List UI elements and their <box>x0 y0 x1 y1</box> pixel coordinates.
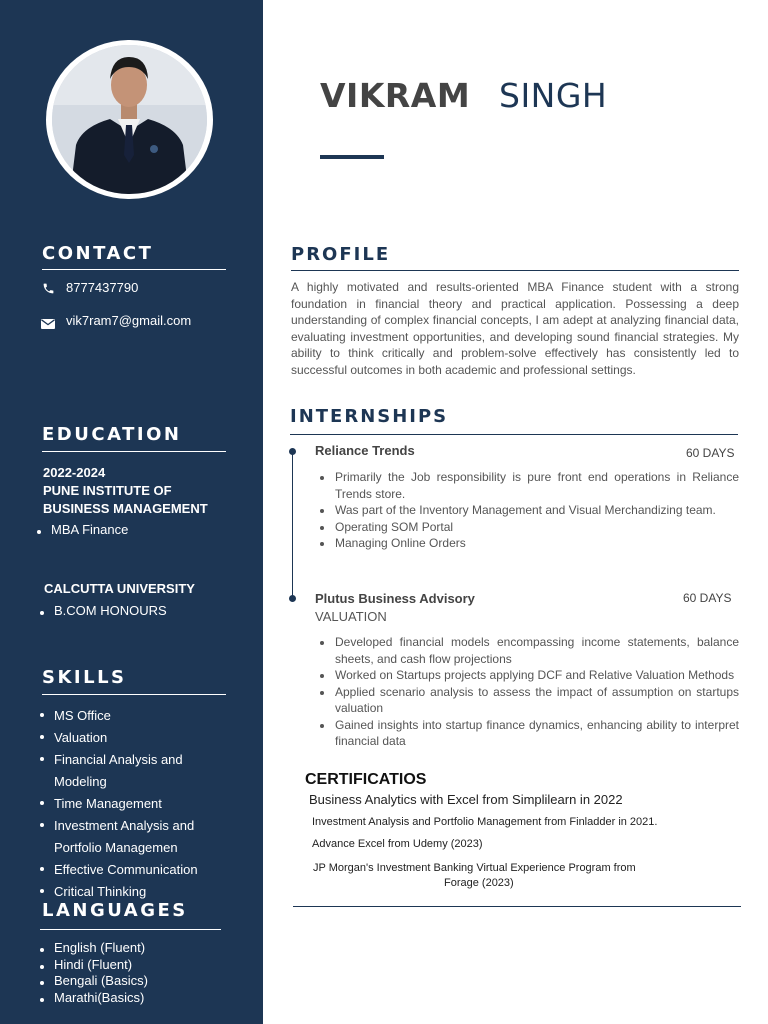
certifications-divider <box>293 906 741 907</box>
skill-item: Time Management <box>40 793 198 815</box>
duty-item: Gained insights into startup finance dynamics, enhancing ability to interpret financial data <box>315 717 739 750</box>
duty-item: Worked on Startups projects applying DCF and Relative Valuation Methods <box>315 667 739 684</box>
duty-item: Was part of the Inventory Management and Visual Merchandizing team. <box>315 502 739 519</box>
skill-item-continued: Modeling <box>54 774 107 789</box>
internship-role: VALUATION <box>315 609 387 624</box>
profile-summary: A highly motivated and results-oriented MBA Finance student with a strong foundation in financial theory and practical application. Possessing a deep understanding of complex financial concepts, I am adept at analyzing financial data, evaluating investment opportunities, and developing sound financial strategies. My ability to think critically and problem-solve effectively has consistently led to successful outcomes in both academic and professional settings. <box>291 280 739 377</box>
internship-duties <box>315 634 739 750</box>
internship-duties <box>315 469 739 552</box>
skills-list <box>40 705 198 903</box>
name-last: SINGH <box>499 76 608 115</box>
name-accent-bar <box>320 155 384 159</box>
education-school: BUSINESS MANAGEMENT <box>43 501 208 516</box>
skill-item-continued: Portfolio Managemen <box>54 840 178 855</box>
skill-item: Financial Analysis and <box>40 749 198 771</box>
skill-item: Investment Analysis and <box>40 815 198 837</box>
language-item: Hindi (Fluent) <box>40 957 148 974</box>
languages-divider <box>40 929 221 930</box>
skills-divider <box>42 694 226 695</box>
internship-duration: 60 DAYS <box>686 446 735 460</box>
skill-item: Effective Communication <box>40 859 198 881</box>
phone-number[interactable]: 8777437790 <box>66 280 139 295</box>
phone-icon <box>42 282 55 300</box>
education-degree-list <box>37 522 128 537</box>
duty-item: Managing Online Orders <box>315 535 739 552</box>
certification-item-continued: Forage (2023) <box>444 877 514 889</box>
profile-divider <box>291 270 739 271</box>
education-school: CALCUTTA UNIVERSITY <box>44 581 195 596</box>
timeline-dot <box>289 448 296 455</box>
sidebar <box>0 0 263 1024</box>
skill-item: Critical Thinking <box>40 881 198 903</box>
education-degree: B.COM HONOURS <box>40 603 167 618</box>
email-icon <box>41 316 55 334</box>
internship-company: Plutus Business Advisory <box>315 591 475 606</box>
certification-item: Advance Excel from Udemy (2023) <box>312 838 483 850</box>
certification-item: JP Morgan's Investment Banking Virtual Experience Program from <box>313 862 636 874</box>
profile-photo <box>52 45 207 194</box>
languages-list <box>40 940 148 1006</box>
profile-photo-frame <box>46 40 213 199</box>
timeline-line <box>292 451 293 598</box>
education-degree: MBA Finance <box>37 522 128 537</box>
certification-item: Business Analytics with Excel from Simplilearn in 2022 <box>309 792 623 807</box>
languages-heading: LANGUAGES <box>42 900 188 921</box>
language-item: Bengali (Basics) <box>40 973 148 990</box>
language-item: Marathi(Basics) <box>40 990 148 1007</box>
name-first: VIKRAM <box>320 76 471 115</box>
timeline-dot <box>289 595 296 602</box>
duty-item: Applied scenario analysis to assess the impact of assumption on startups valuation <box>315 684 739 717</box>
internship-duration: 60 DAYS <box>683 591 732 605</box>
education-school: PUNE INSTITUTE OF <box>43 483 172 498</box>
internships-heading: INTERNSHIPS <box>290 406 449 427</box>
contact-divider <box>42 269 226 270</box>
profile-heading: PROFILE <box>291 244 391 265</box>
certification-item: Investment Analysis and Portfolio Management from Finladder in 2021. <box>312 816 658 828</box>
contact-heading: CONTACT <box>42 243 154 264</box>
skill-item: Valuation <box>40 727 198 749</box>
duty-item: Operating SOM Portal <box>315 519 739 536</box>
email-address[interactable]: vik7ram7@gmail.com <box>66 313 192 328</box>
skills-heading: SKILLS <box>42 667 127 688</box>
education-years: 2022-2024 <box>43 465 106 480</box>
language-item: English (Fluent) <box>40 940 148 957</box>
internships-divider <box>290 434 738 435</box>
skill-item: MS Office <box>40 705 198 727</box>
certifications-heading: CERTIFICATIOS <box>305 771 427 788</box>
education-heading: EDUCATION <box>42 424 182 445</box>
education-degree-list <box>40 603 167 618</box>
internship-company: Reliance Trends <box>315 443 415 458</box>
duty-item: Developed financial models encompassing income statements, balance sheets, and cash flow projections <box>315 634 739 667</box>
education-divider <box>42 451 226 452</box>
duty-item: Primarily the Job responsibility is pure front end operations in Reliance Trends store. <box>315 469 739 502</box>
